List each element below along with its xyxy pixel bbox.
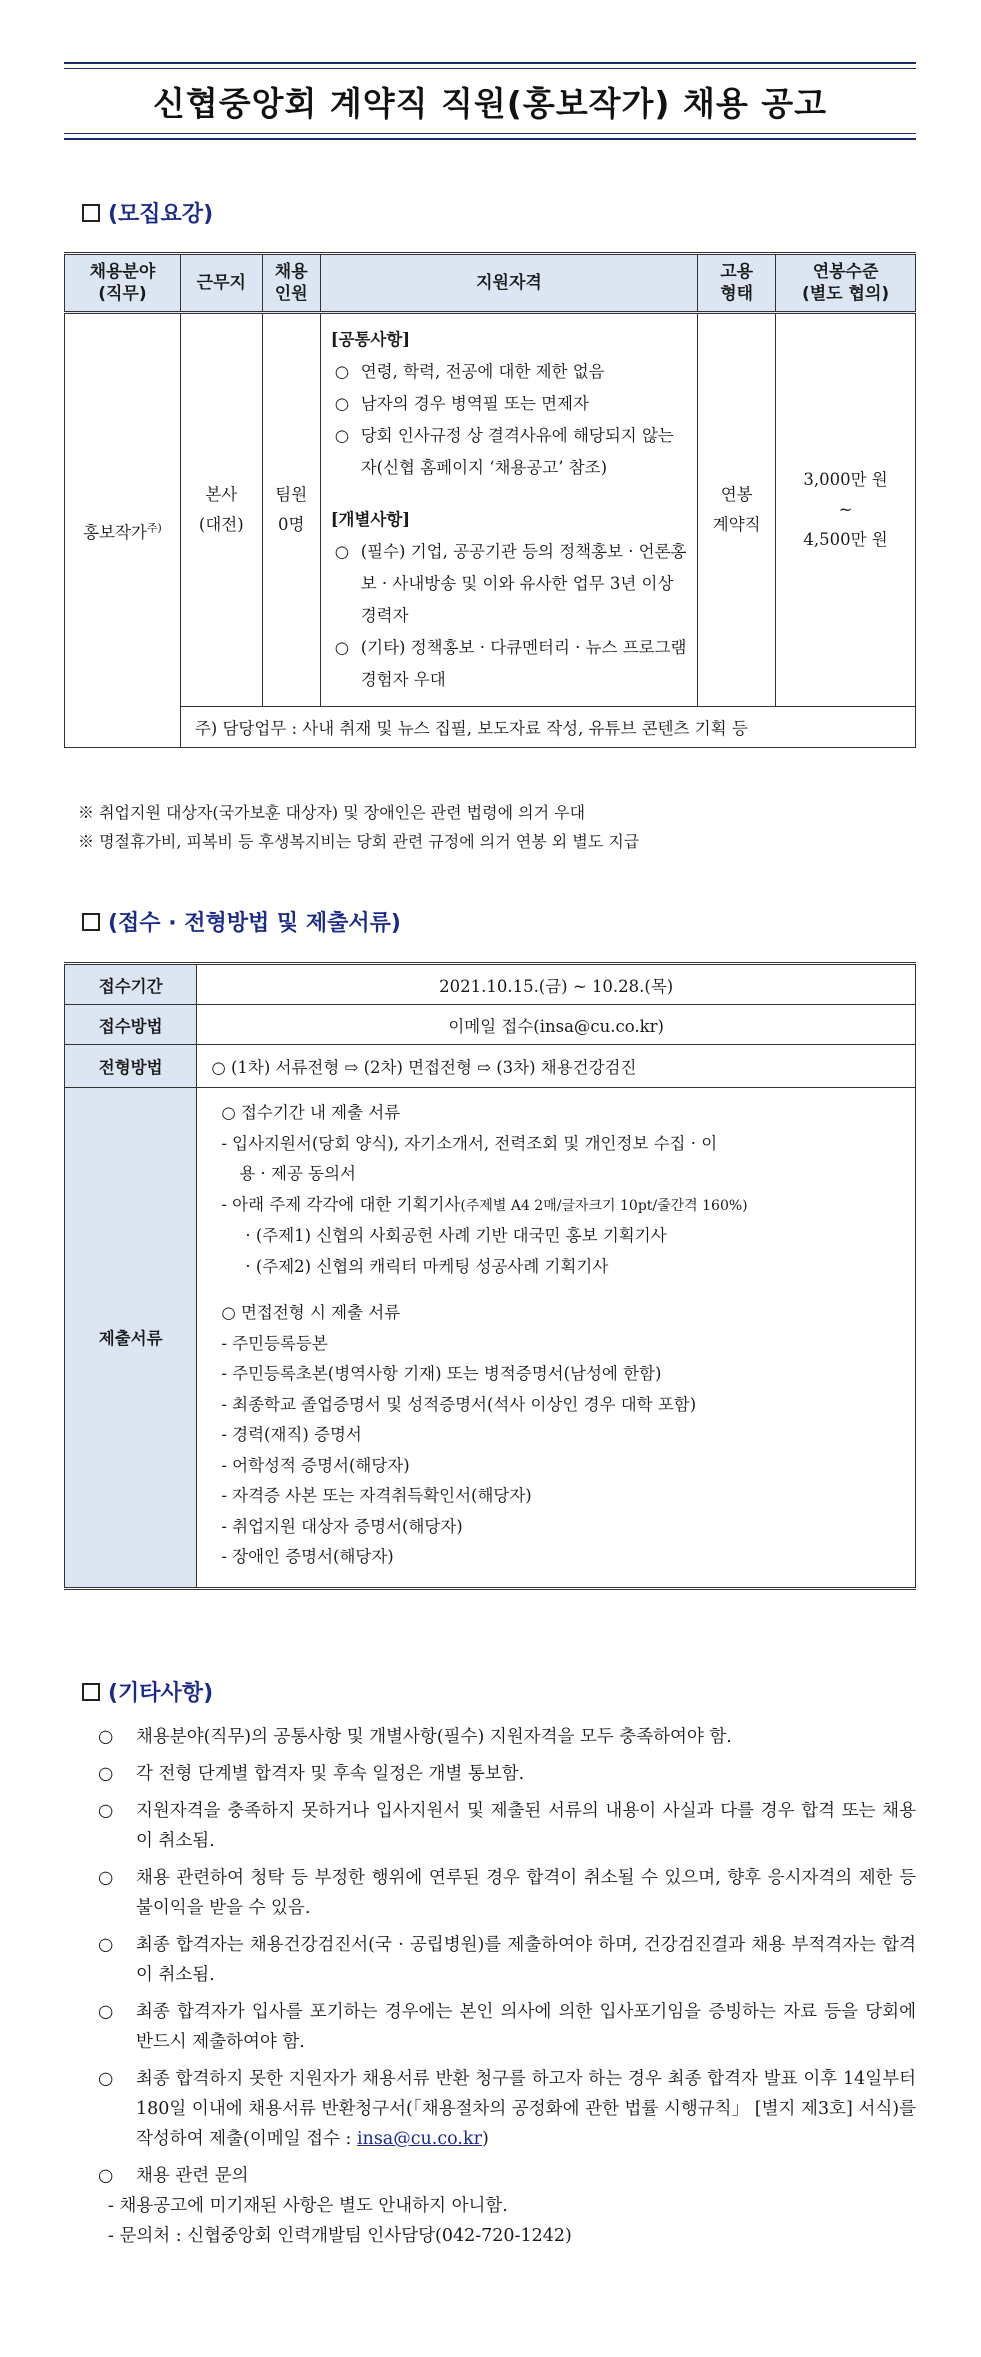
docs-item: - 자격증 사본 또는 자격취득확인서(해당자) bbox=[221, 1486, 532, 1505]
header-field: 채용분야 (직무) bbox=[65, 254, 181, 313]
inquiry-heading: ○ 채용 관련 문의 bbox=[98, 2166, 249, 2186]
other-item: ○ 지원자격을 충족하지 못하거나 입사지원서 및 제출된 서류의 내용이 사실과 다를 경우 합격 또는 채용이 취소됨. bbox=[98, 1801, 916, 1851]
duty-row bbox=[65, 707, 916, 748]
other-item: ○ 최종 합격자가 입사를 포기하는 경우에는 본인 의사에 의한 입사포기임을 증빙하는 자료 등을 당회에 반드시 제출하여야 함. bbox=[98, 2002, 916, 2052]
recruit-table-header-row bbox=[65, 254, 916, 313]
period-value: 2021.10.15.(금) ~ 10.28.(목) bbox=[197, 964, 916, 1005]
individual-item: ○ (기타) 정책홍보 · 다큐멘터리 · 뉴스 프로그램 경험자 우대 bbox=[334, 638, 687, 689]
other-item: ○ 채용 관련하여 청탁 등 부정한 행위에 연루된 경우 합격이 취소될 수 있으며, 향후 응시자격의 제한 등 불이익을 받을 수 있음. bbox=[98, 1868, 916, 1918]
header-salary: 연봉수준 (별도 협의) bbox=[776, 254, 916, 313]
other-items bbox=[86, 1722, 916, 2251]
apply-table bbox=[64, 962, 916, 1590]
salary-cell bbox=[776, 313, 916, 707]
method-value: 이메일 접수(insa@cu.co.kr) bbox=[197, 1005, 916, 1045]
common-item: ○ 연령, 학력, 전공에 대한 제한 없음 bbox=[334, 362, 605, 381]
qualifications-cell bbox=[320, 313, 698, 707]
note-item: ※ 취업지원 대상자(국가보훈 대상자) 및 장애인은 관련 법령에 의거 우대 bbox=[78, 803, 586, 822]
note-item: ※ 명절휴가비, 피복비 등 후생복지비는 당회 관련 규정에 의거 연봉 외 별도 지급 bbox=[78, 832, 640, 851]
salary-min: 3,000만 원 bbox=[803, 470, 888, 489]
process-row bbox=[65, 1045, 916, 1088]
field-cell bbox=[65, 313, 181, 748]
field-sup: 주) bbox=[146, 521, 162, 534]
method-label: 접수방법 bbox=[65, 1005, 197, 1045]
checkbox-square-icon bbox=[82, 204, 100, 222]
docs-cell bbox=[197, 1088, 916, 1589]
individual-title: [개별사항] bbox=[330, 510, 411, 529]
docs-item: - 장애인 증명서(해당자) bbox=[221, 1547, 394, 1566]
other-item: ○ 최종 합격하지 못한 지원자가 채용서류 반환 청구를 하고자 하는 경우 최종 합격자 발표 이후 14일부터 180일 이내에 채용서류 반환청구서(「채용절차의 공정화에 관한 법률 시행규칙」 [별지 제3호] 서식)를 작성하여 제출(이메일 접수 : insa@cu.co.kr) bbox=[98, 2069, 916, 2149]
individual-item: ○ (필수) 기업, 공공기관 등의 정책홍보 · 언론홍보 · 사내방송 및 이와 유사한 업무 3년 이상 경력자 bbox=[334, 542, 687, 625]
docs-subitem: · (주제1) 신협의 사회공헌 사례 기반 대국민 홍보 기획기사 bbox=[245, 1226, 667, 1245]
employment-cell: 연봉 계약직 bbox=[698, 313, 776, 707]
email-link[interactable]: insa@cu.co.kr bbox=[356, 2129, 482, 2149]
period-label: 접수기간 bbox=[65, 964, 197, 1005]
docs-item-cont: 용 · 제공 동의서 bbox=[239, 1164, 356, 1183]
common-item: ○ 당회 인사규정 상 결격사유에 해당되지 않는 자(신협 홈페이지 ‘채용공고’ 참조) bbox=[334, 426, 674, 477]
docs-label: 제출서류 bbox=[65, 1088, 197, 1589]
page-title: 신협중앙회 계약직 직원(홍보작가) 채용 공고 bbox=[153, 83, 827, 123]
docs-item: - 입사지원서(당회 양식), 자기소개서, 전력조회 및 개인정보 수집 · 이 bbox=[221, 1133, 718, 1153]
section-apply-heading bbox=[82, 906, 401, 937]
inquiry-item: - 문의처 : 신협중앙회 인력개발팀 인사담당(042-720-1242) bbox=[108, 2226, 572, 2246]
recruit-notes bbox=[78, 798, 639, 856]
docs-item: - 아래 주제 각각에 대한 기획기사(주제별 A4 2매/글자크기 10pt/줄간격 160%) bbox=[221, 1194, 748, 1214]
docs-item: - 어학성적 증명서(해당자) bbox=[221, 1455, 410, 1475]
checkbox-square-icon bbox=[82, 1683, 100, 1701]
recruit-table bbox=[64, 252, 916, 748]
header-headcount: 채용 인원 bbox=[262, 254, 320, 313]
title-box bbox=[64, 62, 916, 140]
docs-item: - 취업지원 대상자 증명서(해당자) bbox=[221, 1516, 463, 1536]
common-item: ○ 남자의 경우 병역필 또는 면제자 bbox=[334, 394, 589, 413]
other-item: ○ 채용분야(직무)의 공통사항 및 개별사항(필수) 지원자격을 모두 충족하여야 함. bbox=[98, 1727, 732, 1747]
common-title: [공통사항] bbox=[330, 330, 411, 349]
method-row bbox=[65, 1005, 916, 1045]
headcount-cell: 팀원 0명 bbox=[262, 313, 320, 707]
process-label: 전형방법 bbox=[65, 1045, 197, 1088]
docs-row bbox=[65, 1088, 916, 1589]
process-value: ○ (1차) 서류전형 ⇨ (2차) 면접전형 ⇨ (3차) 채용건강검진 bbox=[197, 1045, 916, 1088]
inquiry-item: - 채용공고에 미기재된 사항은 별도 안내하지 아니함. bbox=[108, 2196, 508, 2216]
salary-max: 4,500만 원 bbox=[803, 530, 888, 549]
checkbox-square-icon bbox=[82, 913, 100, 931]
section-other-title: (기타사항) bbox=[108, 1681, 214, 1706]
header-location: 근무지 bbox=[180, 254, 262, 313]
salary-sep: ~ bbox=[838, 500, 853, 519]
docs-heading-2: ○ 면접전형 시 제출 서류 bbox=[221, 1303, 401, 1322]
section-other-heading bbox=[82, 1676, 213, 1707]
docs-subitem: · (주제2) 신협의 캐릭터 마케팅 성공사례 기획기사 bbox=[245, 1256, 609, 1276]
duty-cell: 주) 담당업무 : 사내 취재 및 뉴스 집필, 보도자료 작성, 유튜브 콘텐츠 기획 등 bbox=[180, 707, 915, 748]
field-name: 홍보작가 bbox=[83, 522, 147, 542]
title-inner bbox=[64, 68, 916, 134]
recruit-table-row bbox=[65, 313, 916, 707]
docs-item: - 주민등록등본 bbox=[221, 1333, 328, 1353]
other-item: ○ 최종 합격자는 채용건강검진서(국 · 공립병원)를 제출하여야 하며, 건강검진결과 채용 부적격자는 합격이 취소됨. bbox=[98, 1935, 916, 1985]
docs-item: - 경력(재직) 증명서 bbox=[221, 1425, 362, 1444]
header-qualifications: 지원자격 bbox=[320, 254, 698, 313]
section-apply-title: (접수 · 전형방법 및 제출서류) bbox=[108, 911, 401, 936]
docs-item: - 최종학교 졸업증명서 및 성적증명서(석사 이상인 경우 대학 포함) bbox=[221, 1394, 697, 1414]
section-recruit-title: (모집요강) bbox=[108, 202, 214, 227]
docs-heading-1: ○ 접수기간 내 제출 서류 bbox=[221, 1103, 401, 1122]
period-row bbox=[65, 964, 916, 1005]
header-employment: 고용 형태 bbox=[698, 254, 776, 313]
other-item: ○ 각 전형 단계별 합격자 및 후속 일정은 개별 통보함. bbox=[98, 1764, 525, 1784]
location-cell: 본사 (대전) bbox=[180, 313, 262, 707]
docs-item: - 주민등록초본(병역사항 기재) 또는 병적증명서(남성에 한함) bbox=[221, 1364, 662, 1383]
section-recruit-heading bbox=[82, 197, 213, 228]
